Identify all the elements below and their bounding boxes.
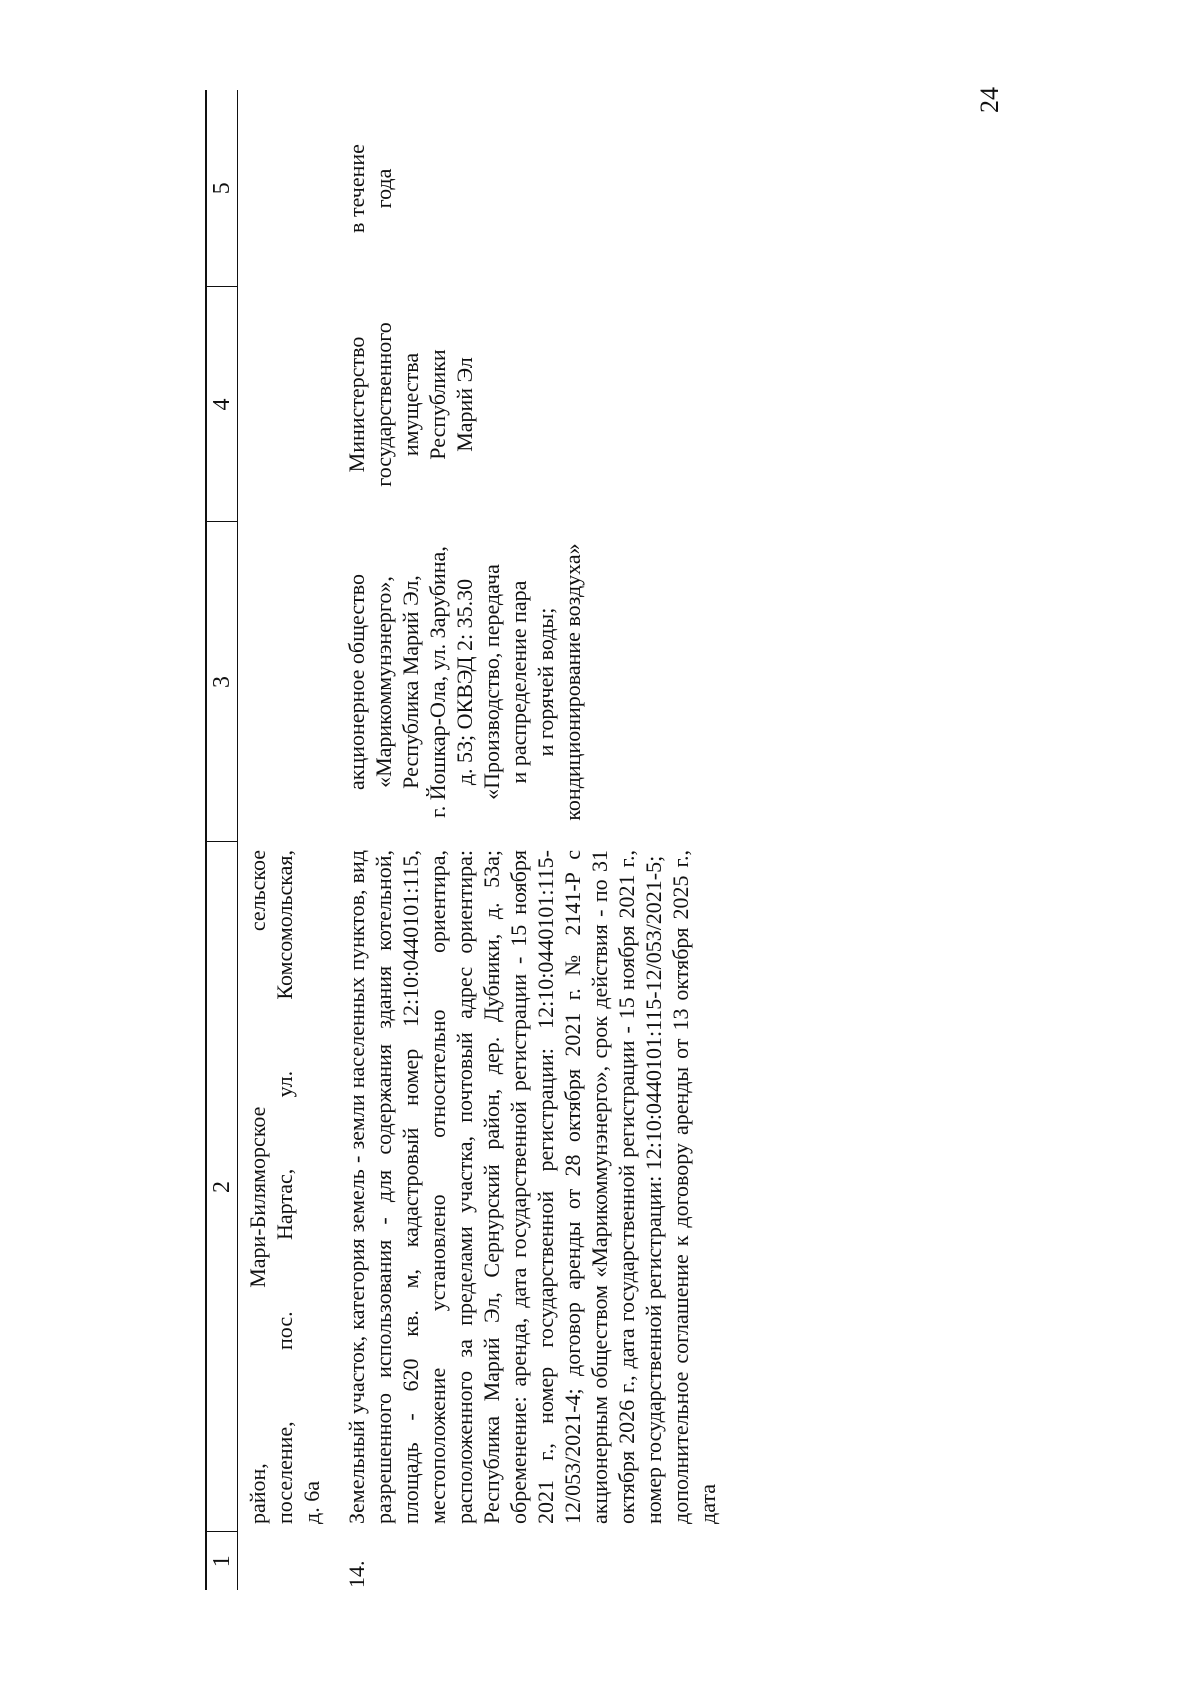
header-row — [206, 90, 238, 1590]
holder-line: и распределение пара — [506, 580, 531, 784]
continuation-address-cell — [238, 842, 330, 1532]
term-line: в течение — [344, 144, 369, 233]
rotated-sheet — [115, 87, 1015, 1590]
column-header-4: 4 — [206, 287, 238, 522]
authority-line: Министерство — [344, 336, 369, 473]
holder-line: и горячей воды; — [533, 607, 558, 757]
column-header-3: 3 — [206, 522, 238, 842]
address-line: поселение, пос. Нартас, ул. Комсомольская, — [272, 850, 297, 1524]
column-header-1: 1 — [206, 1532, 238, 1590]
term-line: года — [371, 168, 396, 209]
holder-line: «Марикоммунэнерго», — [371, 576, 396, 788]
authority-cell — [329, 287, 725, 522]
holder-line: д. 53; ОКВЭД 2: 35.30 — [452, 578, 477, 786]
term-cell — [329, 90, 725, 287]
holder-line: «Производство, передача — [479, 564, 504, 800]
property-table — [205, 90, 725, 1590]
authority-line: имущества — [398, 352, 423, 457]
row-number: 14. — [344, 1560, 369, 1588]
property-description: Земельный участок, категория земель - земли населенных пунктов, вид разрешенного использования - для содержания здания котельной, площадь - 620 кв. м, кадастровый номер 12:10:0440101:115, местоположение установлено относительно ориентира, расположенного за пределами участка, почтовый адрес ориентира: Республика Марий Эл, Сернурский район, дер. Дубники, д. 53а; обременение: аренда, дата государственной регистрации - 15 ноября 2021 г., номер государственной регистрации: 12:10:0440101:115-12/053/2021-4; договор аренды от 28 октября 2021 г. № 2141-Р с акционерным обществом «Марикоммунэнерго», срок действия - по 31 октября 2026 г., дата государственной регистрации - 15 ноября 2021 г., номер государственной регистрации: 12:10:0440101:115-12/053/2021-5; — [344, 850, 666, 1524]
property-description-continuation: дополнительное соглашение к договору аренды от 13 октября 2025 г., дата — [668, 850, 720, 1524]
address-line: д. 6а — [299, 1481, 324, 1524]
holder-line: акционерное общество — [344, 574, 369, 790]
property-description-cell — [329, 842, 725, 1532]
holder-line: Республика Марий Эл, — [398, 575, 423, 789]
address-line: район, Мари-Биляморское сельское — [245, 850, 270, 1524]
authority-line: государственного — [371, 322, 396, 487]
authority-line: Марий Эл — [452, 357, 477, 452]
page-number: 24 — [975, 87, 1004, 113]
holder-line: кондиционирование воздуха» — [560, 543, 585, 821]
table-row — [329, 90, 725, 1590]
rights-holder-cell — [329, 522, 725, 842]
continuation-number-cell — [238, 1532, 330, 1590]
column-header-5: 5 — [206, 90, 238, 287]
holder-line: г. Йошкар-Ола, ул. Зарубина, — [425, 546, 450, 818]
continuation-row — [238, 90, 330, 1590]
authority-line: Республики — [425, 349, 450, 460]
column-header-2: 2 — [206, 842, 238, 1532]
